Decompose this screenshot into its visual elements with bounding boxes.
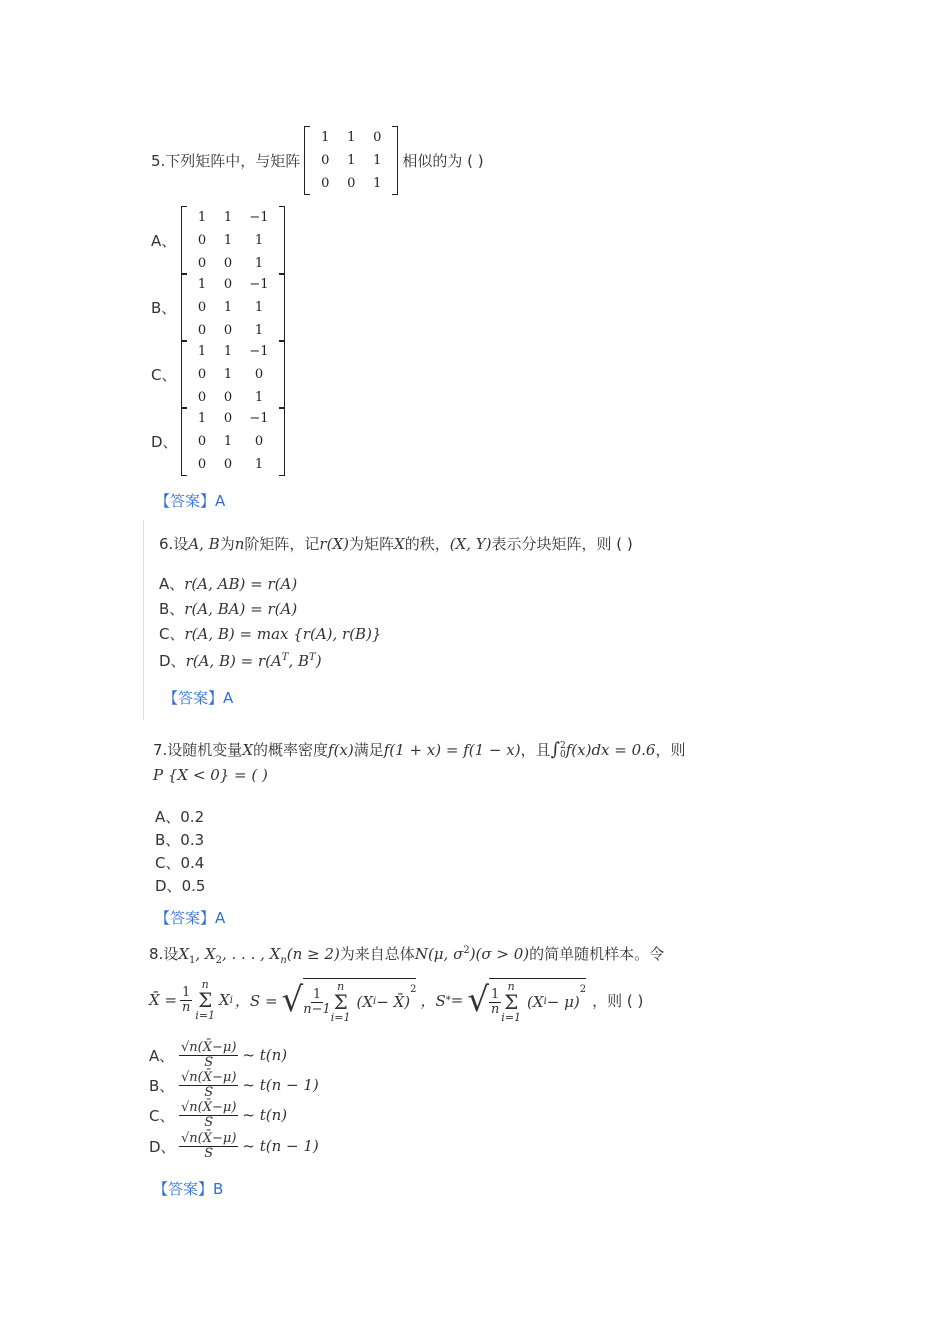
q8-answer: 【答案】B bbox=[153, 1180, 224, 1198]
sqrt-s: √ $\frac{1}{n-1}$ n Σ i=1 (X i − X̄) $^2$ bbox=[281, 979, 417, 1024]
q6-option-d[interactable] bbox=[159, 650, 322, 671]
q6-option-a-label: A、 bbox=[159, 575, 185, 593]
q5-option-c-matrix: 1 1 −1 0 1 0 0 0 1 bbox=[181, 340, 285, 409]
q6-option-d-expr: r(A, $B) = r(A^T$, $B^T$) bbox=[185, 652, 322, 670]
q7-answer: 【答案】A bbox=[155, 909, 226, 927]
sum-symbol: n Σ i=1 bbox=[195, 978, 216, 1022]
q6-option-b-expr: r(A, BA) = r(A) bbox=[184, 600, 298, 618]
q5-option-b[interactable] bbox=[151, 273, 285, 342]
q5-option-b-label: B、 bbox=[151, 299, 177, 317]
q5-answer: 【答案】A bbox=[155, 492, 226, 510]
q6-answer: 【答案】A bbox=[163, 689, 234, 707]
q8-option-b[interactable]: B、 $\frac{√n(X̄-\mu)}{S}$ ~ t(n − 1) bbox=[149, 1070, 319, 1100]
q6-option-b[interactable] bbox=[159, 598, 297, 619]
q6-option-c[interactable] bbox=[159, 623, 381, 644]
q5-option-a[interactable] bbox=[151, 206, 285, 275]
q8-option-a[interactable]: A、 $\frac{√n(X̄-\mu)}{S}$ ~ t(n) bbox=[149, 1040, 288, 1070]
q6-option-d-label: D、 bbox=[159, 652, 186, 670]
q5-matrix-grid: 1 1 0 0 1 1 0 0 1 bbox=[321, 130, 382, 191]
q5-option-c-label: C、 bbox=[151, 366, 177, 384]
q7-option-a[interactable]: A、0.2 bbox=[155, 808, 205, 826]
q5-option-d[interactable] bbox=[151, 407, 285, 476]
q8-option-d[interactable]: D、 $\frac{√n(X̄-\mu)}{S}$ ~ t(n − 1) bbox=[149, 1131, 319, 1161]
q6-option-c-label: C、 bbox=[159, 625, 185, 643]
q6-option-b-label: B、 bbox=[159, 600, 185, 618]
q6-option-a[interactable] bbox=[159, 573, 297, 594]
q6-left-rule bbox=[143, 520, 144, 720]
q5-matrix bbox=[304, 126, 398, 195]
q6-option-a-expr: r(A, AB) = r(A) bbox=[184, 575, 298, 593]
q5-option-a-matrix: 1 1 −1 0 1 1 0 0 1 bbox=[181, 206, 285, 275]
q5-stem bbox=[151, 126, 484, 195]
q7-stem-line2: P {X < 0} = ( ) bbox=[153, 766, 268, 784]
q7-stem-line1: 7.设随机变量X的概率密度f(x)满足f(1 + x) = f(1 − x)，且∫ 2 0 f(x)dx = 0.6，则 bbox=[153, 739, 686, 760]
q5-prefix: 5.下列矩阵中，与矩阵 bbox=[151, 152, 301, 170]
q8-option-c[interactable]: C、 $\frac{√n(X̄-\mu)}{S}$ ~ t(n) bbox=[149, 1100, 288, 1130]
q7-option-d[interactable]: D、0.5 bbox=[155, 877, 206, 895]
q5-option-a-label: A、 bbox=[151, 232, 177, 250]
q5-option-d-label: D、 bbox=[151, 433, 178, 451]
sqrt-s-star: √ $\frac{1}{n}$ n Σ i=1 (X i − μ) $^2$ bbox=[467, 979, 587, 1024]
q8-stem-line1: 8.设$X_1$, $X_2$, . . . , $X_n(n \ge 2)$为来自总体N(μ, $\sigma^2)(\sigma > 0)$的简单随机样本。令 bbox=[149, 945, 665, 966]
integral-sign: ∫ bbox=[550, 739, 560, 760]
q8-definitions: X̄ = $\frac{1}{n}$ n Σ i=1 X i ，S = √ $\frac{1}{n-1}$ n Σ i=1 (X i − X̄) $^2$ ，S * = √ $\frac{1}{n}$ n Σ i=1 (X i − μ) $^2$ ，则 ( ) bbox=[149, 978, 644, 1024]
q5-option-b-matrix: 1 0 −1 0 1 1 0 0 1 bbox=[181, 273, 285, 342]
q6-option-c-expr: r(A, B) = max {r(A), r(B)} bbox=[184, 625, 382, 643]
q7-option-b[interactable]: B、0.3 bbox=[155, 831, 205, 849]
q5-suffix: 相似的为 ( ) bbox=[402, 152, 484, 170]
q5-option-d-matrix: 1 0 −1 0 1 0 0 0 1 bbox=[181, 407, 285, 476]
q6-stem: 6.设A, B为n阶矩阵，记r(X)为矩阵X的秩，(X, Y)表示分块矩阵，则 ( ) bbox=[159, 535, 633, 553]
q5-option-c[interactable] bbox=[151, 340, 285, 409]
q7-option-c[interactable]: C、0.4 bbox=[155, 854, 205, 872]
